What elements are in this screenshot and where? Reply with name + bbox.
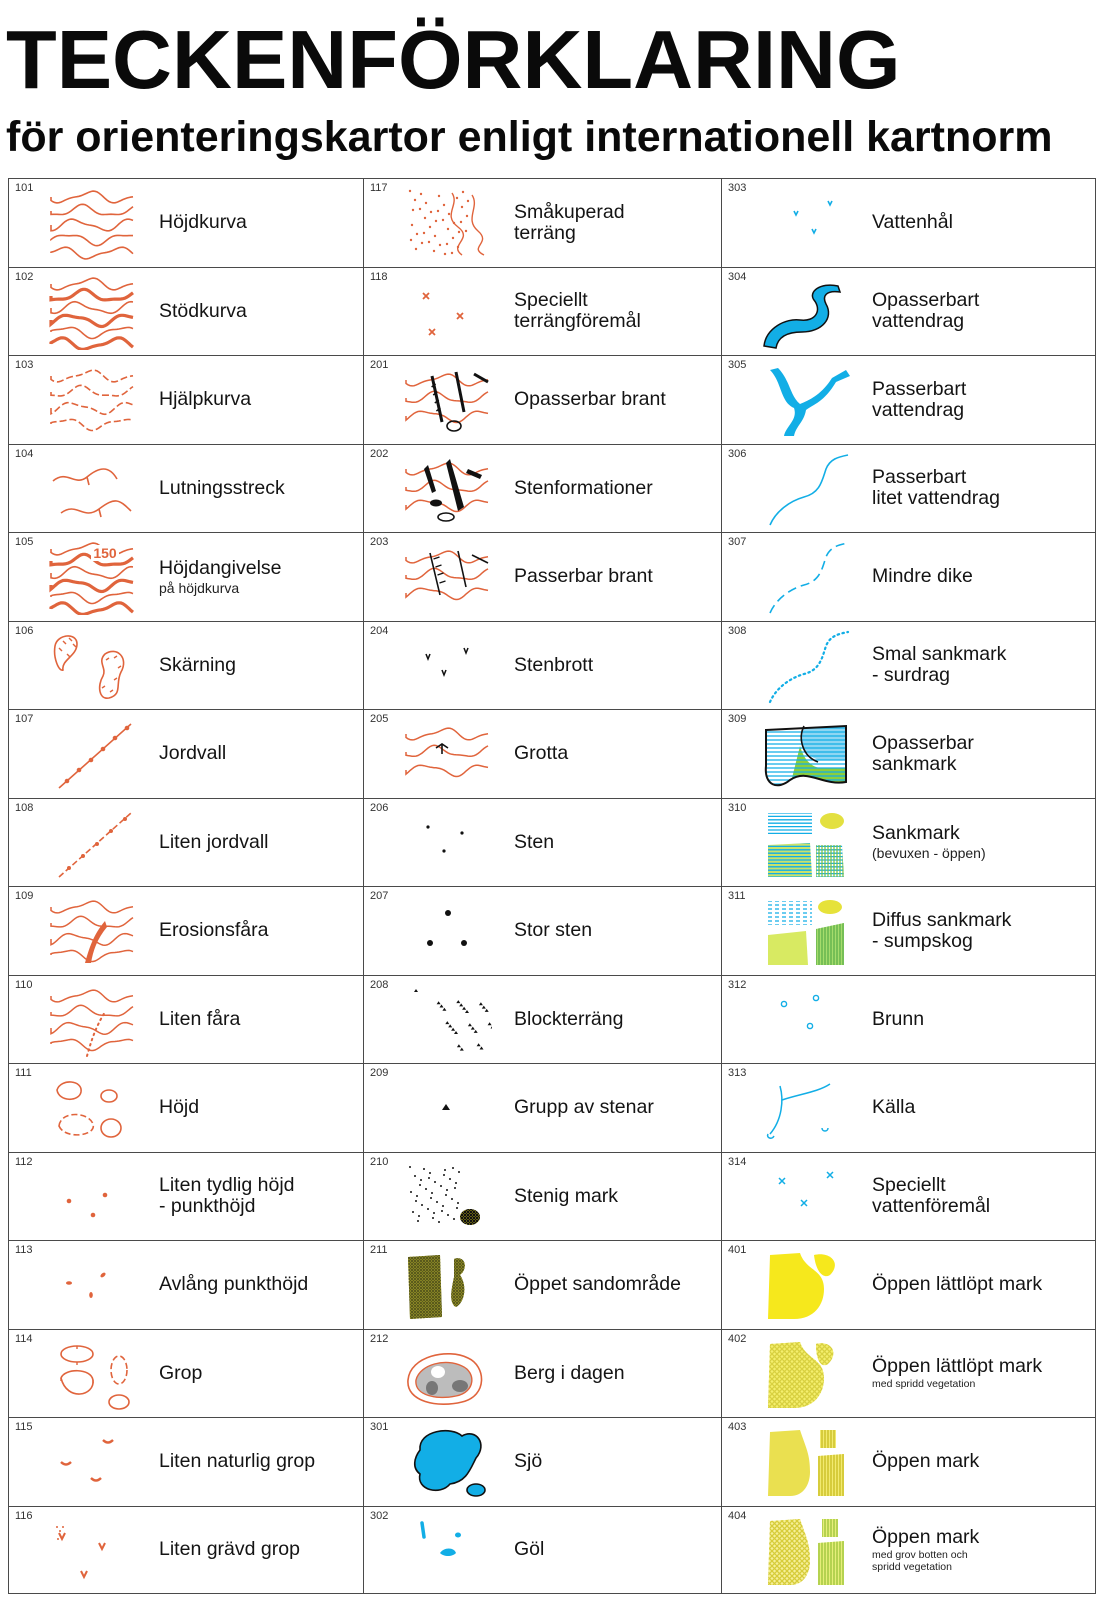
symbol-description [514,533,715,621]
legend-entry [721,1152,1096,1241]
legend-entry [721,1329,1096,1418]
symbol-label: Passerbart vattendrag [872,377,967,421]
legend-entry [721,532,1096,621]
small-earth-wall-icon [47,805,137,881]
symbol-description [159,1153,357,1241]
form-line-icon [47,362,137,438]
symbol-description [514,622,715,710]
symbol-label: Liten fåra [159,1007,241,1030]
symbol-code: 101 [15,182,34,194]
symbol-code: 314 [728,1155,747,1168]
symbol-label: Hjälpkurva [159,388,252,411]
legend-entry [8,1506,363,1595]
symbol-label: Göl [514,1538,545,1561]
symbol-code: 303 [728,182,747,194]
indistinct-marsh-icon [760,893,850,969]
legend-entry [363,267,721,356]
symbol-description [872,710,1089,798]
symbol-code: 105 [15,536,34,548]
legend-entry [8,1063,363,1152]
contour-value-icon [47,539,137,615]
legend-entry [8,1152,363,1241]
rocky-pit-icon [402,628,492,704]
symbol-code: 103 [15,359,34,371]
depression-icon [47,1336,137,1412]
small-gully-icon [47,982,137,1058]
earth-bank-icon [47,628,137,704]
symbol-label: Sjö [514,1450,543,1473]
symbol-label: Passerbar brant [514,565,653,588]
legend-entry [8,444,363,533]
symbol-label: Stenig mark [514,1184,619,1207]
narrow-marsh-icon [760,628,850,704]
symbol-code: 310 [728,801,747,814]
legend-entry [363,975,721,1064]
symbol-label: Smal sankmark - surdrag [872,643,1007,687]
symbol-description [159,799,357,887]
legend-entry [721,1417,1096,1506]
symbol-sublabel: på höjdkurva [159,579,240,596]
bare-rock-icon [402,1336,492,1412]
symbol-code: 313 [728,1067,747,1079]
small-depression-icon [47,1424,137,1500]
small-knoll-icon [47,1159,137,1235]
symbol-legend-table [8,178,1096,1594]
symbol-code: 113 [15,1244,33,1256]
legend-entry [8,1240,363,1329]
open-land-scattered-trees-icon [760,1336,850,1412]
legend-entry [8,267,363,356]
boulder-icon [402,805,492,881]
legend-entry [721,709,1096,798]
symbol-description [159,445,357,533]
symbol-label: Öppen mark [872,1450,980,1473]
symbol-description [872,268,1089,356]
legend-entry [721,1063,1096,1152]
legend-entry [363,621,721,710]
legend-entry [721,1240,1096,1329]
symbol-description [514,1064,715,1152]
legend-entry [8,178,363,267]
impassable-cliff-icon [402,362,492,438]
symbol-description [872,1330,1089,1418]
legend-column [8,178,363,1594]
symbol-description [872,1418,1089,1506]
symbol-label: Stenformationer [514,476,653,499]
symbol-description [872,799,1089,887]
symbol-code: 112 [15,1155,33,1168]
symbol-description [159,887,357,975]
spring-icon [760,1070,850,1146]
symbol-description [872,1507,1089,1594]
symbol-label: Liten tydlig höjd - punkthöjd [159,1174,295,1218]
symbol-code: 209 [370,1067,389,1079]
symbol-code: 207 [370,890,389,902]
symbol-code: 401 [728,1244,747,1256]
boulder-cluster-icon [402,1070,492,1146]
crossable-watercourse-icon [760,362,850,438]
rough-open-land-icon [760,1424,850,1500]
symbol-code: 106 [15,624,34,637]
symbol-label: Mindre dike [872,565,973,588]
symbol-description [872,1241,1089,1329]
legend-entry [363,1063,721,1152]
symbol-code: 116 [15,1509,33,1522]
symbol-description [159,1064,357,1152]
symbol-description [514,268,715,356]
symbol-sublabel: med grov botten och spridd vegetation [872,1548,968,1573]
symbol-label: Öppen lättlöpt mark [872,1355,1043,1378]
symbol-code: 114 [15,1332,33,1345]
symbol-code: 402 [728,1332,747,1345]
legend-entry [363,709,721,798]
symbol-label: Öppen lättlöpt mark [872,1273,1043,1296]
open-land-icon [760,1247,850,1323]
symbol-label: Grop [159,1361,203,1384]
symbol-label: Stödkurva [159,299,247,322]
symbol-label: Liten jordvall [159,830,269,853]
legend-entry [8,1417,363,1506]
symbol-label: Lutningsstreck [159,476,285,499]
minor-ditch-icon [760,539,850,615]
symbol-label: Avlång punkthöjd [159,1273,309,1296]
small-watercourse-icon [760,451,850,527]
legend-entry [721,267,1096,356]
symbol-label: Höjd [159,1096,200,1119]
rough-open-land-scattered-icon [760,1513,850,1589]
symbol-description [159,710,357,798]
uncrossable-marsh-icon [760,716,850,792]
symbol-label: Opasserbart vattendrag [872,289,980,333]
symbol-description [514,1418,715,1506]
symbol-code: 311 [728,890,746,902]
symbol-description [159,268,357,356]
legend-entry [8,532,363,621]
symbol-description [159,533,357,621]
marsh-icon [760,805,850,881]
symbol-code: 307 [728,536,747,548]
symbol-code: 108 [15,801,34,814]
symbol-code: 404 [728,1509,747,1522]
symbol-code: 102 [15,270,34,283]
legend-entry [721,1506,1096,1595]
symbol-description [159,622,357,710]
symbol-code: 308 [728,624,747,637]
legend-entry [363,1240,721,1329]
symbol-code: 306 [728,447,747,460]
symbol-code: 118 [370,270,388,283]
legend-entry [8,709,363,798]
symbol-label: Småkuperad terräng [514,200,625,244]
legend-entry [363,444,721,533]
symbol-label: Höjdangivelse [159,556,282,579]
symbol-code: 302 [370,1509,389,1522]
symbol-description [159,976,357,1064]
broken-ground-icon [402,185,492,261]
symbol-label: Grotta [514,742,569,765]
symbol-label: Skärning [159,653,236,676]
symbol-label: Blockterräng [514,1007,624,1030]
symbol-description [872,445,1089,533]
page-subtitle: för orienteringskartor enligt internationell kartnorm [6,113,1053,161]
symbol-description [159,1507,357,1594]
symbol-description [872,622,1089,710]
boulder-field-icon [402,982,492,1058]
symbol-description [514,356,715,444]
legend-entry [363,798,721,887]
symbol-code: 203 [370,536,389,548]
symbol-code: 107 [15,713,34,725]
symbol-code: 201 [370,359,389,371]
symbol-sublabel: (bevuxen - öppen) [872,845,986,862]
symbol-code: 312 [728,978,747,991]
legend-entry [363,178,721,267]
symbol-description [514,710,715,798]
symbol-code: 212 [370,1332,389,1345]
legend-entry [721,178,1096,267]
symbol-label: Brunn [872,1007,925,1030]
symbol-description [514,1153,715,1241]
symbol-sublabel: med spridd vegetation [872,1378,976,1391]
legend-entry [8,886,363,975]
symbol-label: Berg i dagen [514,1361,625,1384]
symbol-code: 109 [15,890,34,902]
legend-entry [8,975,363,1064]
legend-entry [8,1329,363,1418]
symbol-description [159,179,357,267]
symbol-label: Opasserbar sankmark [872,731,974,775]
symbol-label: Opasserbar brant [514,388,666,411]
symbol-label: Diffus sankmark - sumpskog [872,908,1012,952]
earth-wall-icon [47,716,137,792]
symbol-label: Stor sten [514,919,593,942]
symbol-description [872,179,1089,267]
symbol-description [514,1241,715,1329]
symbol-label: Passerbart litet vattendrag [872,466,1000,510]
symbol-code: 104 [15,447,34,460]
symbol-label: Öppet sandområde [514,1273,681,1296]
legend-entry [363,1417,721,1506]
symbol-label: Vattenhål [872,211,953,234]
legend-entry [363,1329,721,1418]
symbol-description [872,1153,1089,1241]
legend-column [363,178,721,1594]
symbol-label: Liten naturlig grop [159,1450,316,1473]
symbol-label: Sten [514,830,555,853]
slope-line-icon [47,451,137,527]
symbol-code: 110 [15,978,33,991]
symbol-label: Jordvall [159,742,227,765]
symbol-description [872,1064,1089,1152]
pit-icon [47,1513,137,1589]
symbol-description [514,1507,715,1594]
symbol-label: Stenbrott [514,653,594,676]
legend-entry [8,355,363,444]
symbol-description [872,356,1089,444]
index-contour-icon [47,274,137,350]
symbol-code: 305 [728,359,747,371]
legend-entry [363,532,721,621]
symbol-description [514,799,715,887]
symbol-code: 211 [370,1244,388,1256]
large-boulder-icon [402,893,492,969]
symbol-label: Öppen mark [872,1525,980,1548]
rock-pillars-icon [402,451,492,527]
elongated-knoll-icon [47,1247,137,1323]
symbol-code: 206 [370,801,389,814]
symbol-code: 304 [728,270,747,283]
symbol-code: 210 [370,1155,389,1168]
symbol-description [159,1241,357,1329]
symbol-label: Höjdkurva [159,211,247,234]
legend-entry [8,798,363,887]
symbol-description [514,887,715,975]
legend-entry [363,355,721,444]
symbol-label: Liten grävd grop [159,1538,300,1561]
uncrossable-watercourse-icon [760,274,850,350]
symbol-label: Grupp av stenar [514,1096,654,1119]
symbol-description [514,1330,715,1418]
symbol-code: 208 [370,978,389,991]
legend-entry [721,975,1096,1064]
symbol-description [159,356,357,444]
legend-entry [363,1152,721,1241]
knoll-icon [47,1070,137,1146]
symbol-label: Speciellt vattenföremål [872,1174,991,1218]
legend-entry [363,886,721,975]
legend-entry [721,444,1096,533]
passable-rock-face-icon [402,539,492,615]
erosion-gully-icon [47,893,137,969]
symbol-code: 309 [728,713,747,725]
symbol-description [872,976,1089,1064]
special-water-feature-icon [760,1159,850,1235]
symbol-label: Sankmark [872,822,960,845]
symbol-description [514,445,715,533]
pond-icon [402,1513,492,1589]
stony-ground-icon [402,1159,492,1235]
symbol-label: Erosionsfåra [159,919,269,942]
symbol-code: 205 [370,713,389,725]
legend-entry [721,798,1096,887]
symbol-description [872,533,1089,621]
symbol-code: 301 [370,1421,389,1433]
symbol-description [159,1418,357,1506]
legend-column [721,178,1096,1594]
legend-entry [8,621,363,710]
symbol-description [159,1330,357,1418]
legend-entry [721,886,1096,975]
open-sandy-ground-icon [402,1247,492,1323]
symbol-description [514,179,715,267]
waterhole-icon [760,185,850,261]
symbol-code: 115 [15,1421,33,1433]
special-land-feature-icon [402,274,492,350]
symbol-code: 403 [728,1421,747,1433]
symbol-description [514,976,715,1064]
legend-entry [363,1506,721,1595]
symbol-code: 204 [370,624,389,637]
symbol-label: Källa [872,1096,916,1119]
svg-text:150: 150 [93,545,117,561]
symbol-description [872,887,1089,975]
symbol-code: 202 [370,447,389,460]
contour-lines-icon [47,185,137,261]
lake-icon [402,1424,492,1500]
symbol-label: Speciellt terrängföremål [514,289,641,333]
symbol-code: 117 [370,182,388,194]
legend-entry [721,621,1096,710]
page-title: TECKENFÖRKLARING [6,13,901,106]
cave-icon [402,716,492,792]
legend-entry [721,355,1096,444]
well-icon [760,982,850,1058]
symbol-code: 111 [15,1067,32,1079]
